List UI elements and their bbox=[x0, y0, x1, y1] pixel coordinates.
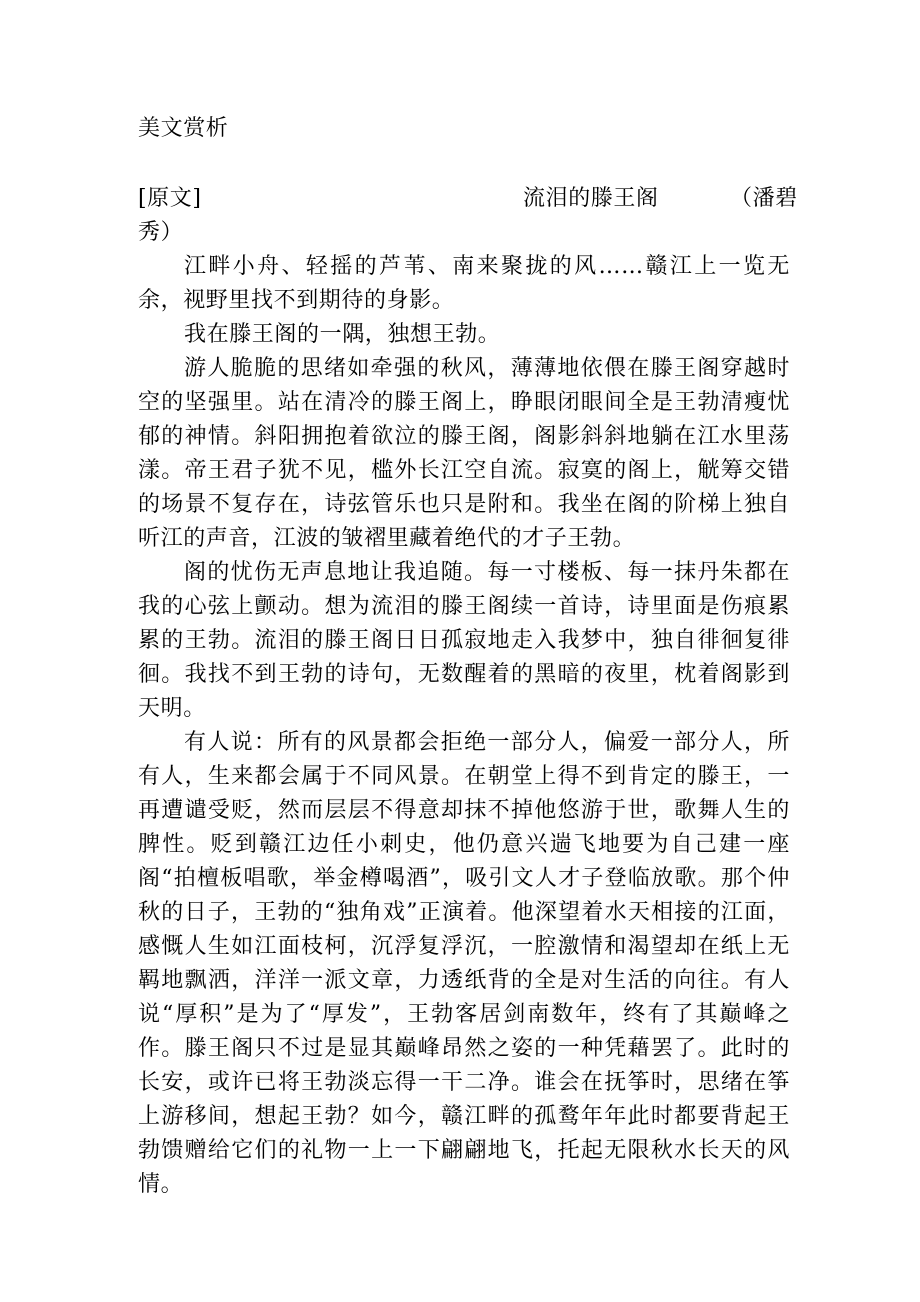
paragraph: 游人脆脆的思绪如牵强的秋风，薄薄地依偎在滕王阁穿越时空的坚强里。站在清冷的滕王阁上，睁眼闭眼间全是王勃清瘦忧郁的神情。斜阳拥抱着欲泣的滕王阁，阁影斜斜地躺在江水里荡漾。帝王君子犹不见，槛外长江空自流。寂寞的阁上，觥筹交错的场景不复存在，诗弦管乐也只是附和。我坐在阁的阶梯上独自听江的声音，江波的皱褶里藏着绝代的才子王勃。 bbox=[138, 356, 790, 551]
author-name-part-2: 秀） bbox=[138, 220, 184, 245]
article-title: 流泪的滕王阁 bbox=[523, 186, 659, 211]
paragraph: 阁的忧伤无声息地让我追随。每一寸楼板、每一抹丹朱都在我的心弦上颤动。想为流泪的滕王阁续一首诗，诗里面是伤痕累累的王勃。流泪的滕王阁日日孤寂地走入我梦中，独自徘徊复徘徊。我找不到王勃的诗句，无数醒着的黑暗的夜里，枕着阁影到天明。 bbox=[138, 560, 790, 721]
document-body bbox=[138, 112, 798, 1202]
source-tag: [原文] bbox=[138, 186, 202, 211]
section-heading: 美文赏析 bbox=[138, 116, 229, 141]
source-line bbox=[138, 182, 798, 216]
paragraph: 我在滕王阁的一隅，独想王勃。 bbox=[184, 322, 501, 347]
author-name-part-1: （潘碧 bbox=[730, 186, 798, 211]
paragraph: 江畔小舟、轻摇的芦苇、南来聚拢的风……赣江上一览无余，视野里找不到期待的身影。 bbox=[138, 254, 790, 313]
paragraph: 有人说：所有的风景都会拒绝一部分人，偏爱一部分人，所有人，生来都会属于不同风景。在朝堂上得不到肯定的滕王，一再遭谴受贬，然而层层不得意却抹不掉他悠游于世，歌舞人生的脾性。贬到赣江边任小刺史，他仍意兴遄飞地要为自己建一座阁“拍檀板唱歌，举金樽喝酒”，吸引文人才子登临放歌。那个仲秋的日子，王勃的“独角戏”正演着。他深望着水天相接的江面，感慨人生如江面枝柯，沉浮复浮沉，一腔激情和渴望却在纸上无羁地飘洒，洋洋一派文章，力透纸背的全是对生活的向往。有人说“厚积”是为了“厚发”，王勃客居剑南数年，终有了其巅峰之作。滕王阁只不过是显其巅峰昂然之姿的一种凭藉罢了。此时的长安，或许已将王勃淡忘得一干二净。谁会在抚筝时，思绪在筝上游移间，想起王勃？如今，赣江畔的孤鹜年年此时都要背起王勃馈赠给它们的礼物一上一下翩翩地飞，托起无限秋水长天的风情。 bbox=[138, 730, 790, 1197]
